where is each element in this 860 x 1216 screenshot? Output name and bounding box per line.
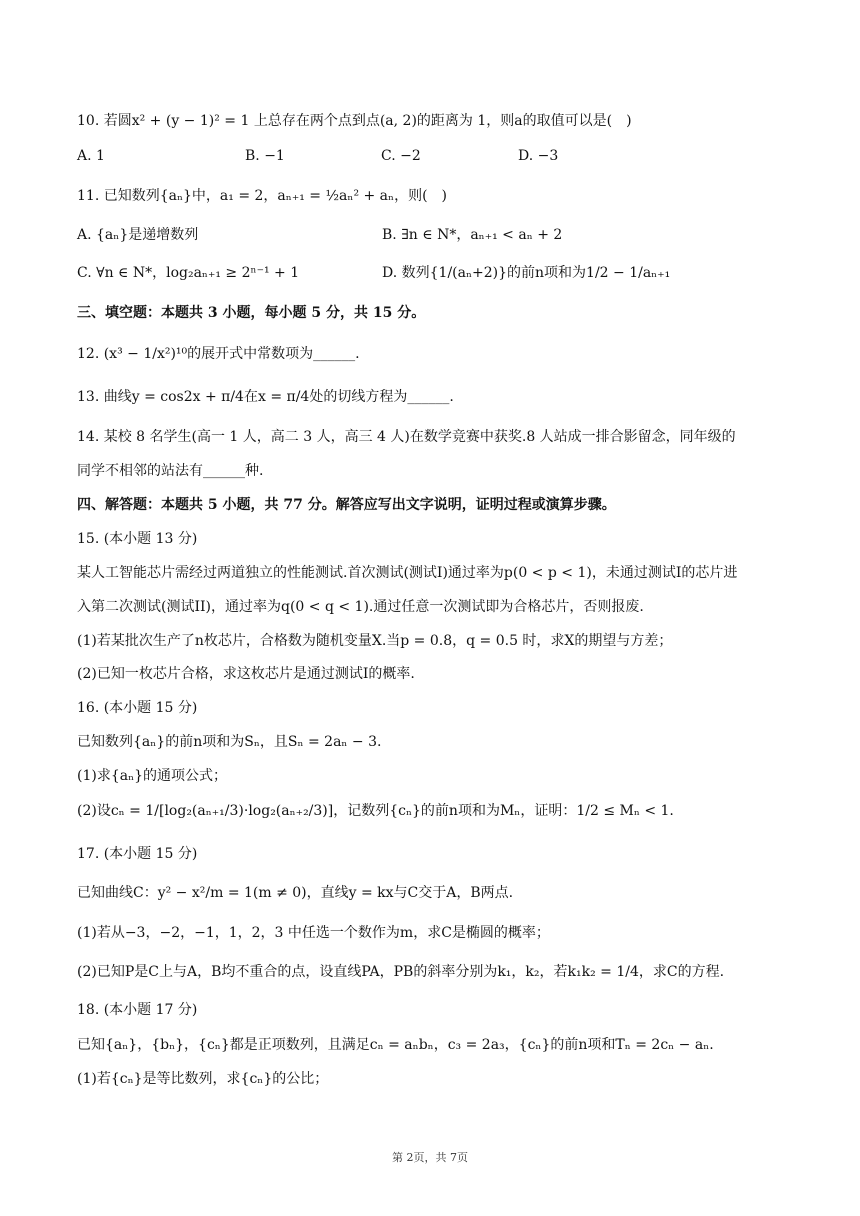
question-10-stem: 10. 若圆x² + (y − 1)² = 1 上总存在两个点到点(a, 2)的距离为 1，则a的取值可以是( )	[77, 113, 632, 129]
section-3-heading: 三、填空题：本题共 3 小题，每小题 5 分，共 15 分。	[77, 305, 426, 321]
question-18-header: 18. (本小题 17 分)	[77, 1002, 198, 1018]
question-11-stem: 11. 已知数列{aₙ}中，a₁ = 2，aₙ₊₁ = ½aₙ² + aₙ，则( )	[77, 188, 448, 204]
question-11-option-a: A. {aₙ}是递增数列	[77, 227, 199, 243]
question-17-part-1: (1)若从−3，−2，−1，1，2，3 中任选一个数作为m，求C是椭圆的概率；	[77, 925, 550, 941]
question-16-header: 16. (本小题 15 分)	[77, 700, 198, 716]
question-10-option-a: A. 1	[77, 148, 105, 164]
question-11-option-d: D. 数列{1/(aₙ+2)}的前n项和为1/2 − 1/aₙ₊₁	[382, 265, 671, 281]
question-14-line-1: 14. 某校 8 名学生(高一 1 人，高二 3 人，高三 4 人)在数学竞赛中获奖.8 人站成一排合影留念，同年级的	[77, 429, 736, 445]
question-18-line-1: 已知{aₙ}，{bₙ}，{cₙ}都是正项数列，且满足cₙ = aₙbₙ，c₃ = 2a₃，{cₙ}的前n项和Tₙ = 2cₙ − aₙ.	[77, 1037, 714, 1053]
question-15-header: 15. (本小题 13 分)	[77, 531, 198, 547]
question-15-part-2: (2)已知一枚芯片合格，求这枚芯片是通过测试I的概率.	[77, 666, 415, 682]
question-10-option-b: B. −1	[245, 148, 285, 164]
page-footer: 第 2页，共 7页	[392, 1151, 468, 1164]
question-14-line-2: 同学不相邻的站法有______种.	[77, 463, 264, 479]
question-11-option-b: B. ∃n ∈ N*，aₙ₊₁ < aₙ + 2	[382, 227, 563, 243]
question-15-line-1: 某人工智能芯片需经过两道独立的性能测试.首次测试(测试I)通过率为p(0 < p < 1)，未通过测试I的芯片进	[77, 565, 738, 581]
question-17-part-2: (2)已知P是C上与A，B均不重合的点，设直线PA，PB的斜率分别为k₁，k₂，若k₁k₂ = 1/4，求C的方程.	[77, 964, 725, 980]
question-11-option-c: C. ∀n ∈ N*，log₂aₙ₊₁ ≥ 2ⁿ⁻¹ + 1	[77, 265, 300, 281]
question-16-part-1: (1)求{aₙ}的通项公式；	[77, 768, 228, 784]
question-15-line-2: 入第二次测试(测试II)，通过率为q(0 < q < 1).通过任意一次测试即为合格芯片，否则报废.	[77, 599, 644, 615]
question-10-option-c: C. −2	[381, 148, 421, 164]
question-16-part-2: (2)设cₙ = 1/[log₂(aₙ₊₁/3)·log₂(aₙ₊₂/3)]，记数列{cₙ}的前n项和为Mₙ，证明：1/2 ≤ Mₙ < 1.	[77, 803, 674, 819]
question-18-part-1: (1)若{cₙ}是等比数列，求{cₙ}的公比；	[77, 1071, 329, 1087]
question-17-header: 17. (本小题 15 分)	[77, 846, 198, 862]
question-15-part-1: (1)若某批次生产了n枚芯片，合格数为随机变量X.当p = 0.8，q = 0.5 时，求X的期望与方差；	[77, 633, 673, 649]
question-16-line-1: 已知数列{aₙ}的前n项和为Sₙ，且Sₙ = 2aₙ − 3.	[77, 734, 382, 750]
question-12: 12. (x³ − 1/x²)¹⁰的展开式中常数项为______.	[77, 346, 360, 362]
question-10-option-d: D. −3	[518, 148, 559, 164]
section-4-heading: 四、解答题：本题共 5 小题，共 77 分。解答应写出文字说明，证明过程或演算步骤。	[77, 497, 616, 513]
question-13: 13. 曲线y = cos2x + π/4在x = π/4处的切线方程为______.	[77, 389, 454, 405]
question-17-line-1: 已知曲线C：y² − x²/m = 1(m ≠ 0)，直线y = kx与C交于A，B两点.	[77, 885, 514, 901]
